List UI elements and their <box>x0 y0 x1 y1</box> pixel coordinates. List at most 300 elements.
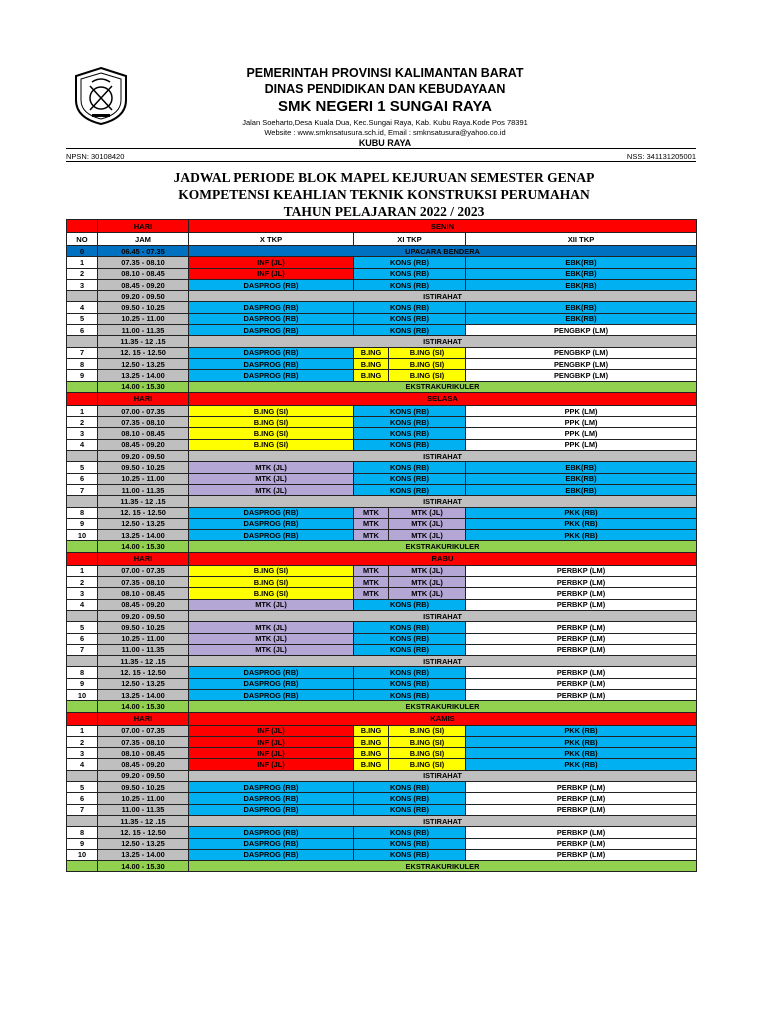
xi-tkp-short-cell: MTK <box>354 565 389 576</box>
period-number: 5 <box>67 622 98 633</box>
nss-label: NSS: 341131205001 <box>626 152 696 161</box>
activity-cell: EKSTRAKURIKULER <box>189 701 697 712</box>
x-tkp-cell: MTK (JL) <box>189 644 354 655</box>
xii-tkp-cell: EBK(RB) <box>466 268 697 279</box>
col-header-jam: JAM <box>98 233 189 246</box>
x-tkp-cell: DASPROG (RB) <box>189 827 354 838</box>
xi-tkp-cell: KONS (RB) <box>354 633 466 644</box>
xii-tkp-cell: PERBKP (LM) <box>466 599 697 610</box>
time-cell: 11.00 - 11.35 <box>98 325 189 336</box>
table-row <box>67 257 697 268</box>
divider-bottom <box>66 161 696 162</box>
xii-tkp-cell: PENGBKP (LM) <box>466 347 697 358</box>
x-tkp-cell: DASPROG (RB) <box>189 793 354 804</box>
xii-tkp-cell: PERBKP (LM) <box>466 827 697 838</box>
xii-tkp-cell: PERBKP (LM) <box>466 622 697 633</box>
time-cell: 12.50 - 13.25 <box>98 838 189 849</box>
table-row <box>67 622 697 633</box>
xii-tkp-cell: PKK (RB) <box>466 507 697 518</box>
x-tkp-cell: DASPROG (RB) <box>189 325 354 336</box>
xi-tkp-short-cell: B.ING <box>354 748 389 759</box>
time-cell: 08.45 - 09.20 <box>98 439 189 450</box>
schedule-subtitle: KOMPETENSI KEAHLIAN TEKNIK KONSTRUKSI PERUMAHAN <box>178 187 590 202</box>
xii-tkp-cell: PERBKP (LM) <box>466 689 697 700</box>
period-number: 3 <box>67 428 98 439</box>
x-tkp-cell: DASPROG (RB) <box>189 689 354 700</box>
time-cell: 08.45 - 09.20 <box>98 279 189 290</box>
period-number: 10 <box>67 530 98 541</box>
x-tkp-cell: MTK (JL) <box>189 473 354 484</box>
time-cell: 14.00 - 15.30 <box>98 381 189 392</box>
period-number: 3 <box>67 588 98 599</box>
table-row <box>67 827 697 838</box>
xi-tkp-cell: B.ING (SI) <box>389 347 466 358</box>
time-cell: 07.35 - 08.10 <box>98 417 189 428</box>
col-header-xii-tkp: XII TKP <box>466 233 697 246</box>
period-number: 1 <box>67 405 98 416</box>
period-number <box>67 496 98 507</box>
time-cell: 09.50 - 10.25 <box>98 622 189 633</box>
activity-cell: ISTIRAHAT <box>189 610 697 621</box>
period-number: 10 <box>67 849 98 860</box>
xii-tkp-cell: PKK (RB) <box>466 759 697 770</box>
period-number: 6 <box>67 633 98 644</box>
table-row <box>67 462 697 473</box>
table-row <box>67 644 697 655</box>
period-number: 6 <box>67 325 98 336</box>
xi-tkp-cell: KONS (RB) <box>354 644 466 655</box>
table-row <box>67 507 697 518</box>
xi-tkp-short-cell: MTK <box>354 530 389 541</box>
divider-top <box>66 148 696 149</box>
period-number: 1 <box>67 725 98 736</box>
xi-tkp-cell: MTK (JL) <box>389 518 466 529</box>
xi-tkp-short-cell: B.ING <box>354 725 389 736</box>
time-cell: 10.25 - 11.00 <box>98 633 189 644</box>
activity-cell: ISTIRAHAT <box>189 496 697 507</box>
x-tkp-cell: B.ING (SI) <box>189 428 354 439</box>
xi-tkp-cell: B.ING (SI) <box>389 759 466 770</box>
x-tkp-cell: MTK (JL) <box>189 633 354 644</box>
period-number: 3 <box>67 279 98 290</box>
time-cell: 13.25 - 14.00 <box>98 530 189 541</box>
break-row <box>67 701 697 712</box>
xi-tkp-cell: KONS (RB) <box>354 838 466 849</box>
period-number: 2 <box>67 417 98 428</box>
time-cell: 07.35 - 08.10 <box>98 736 189 747</box>
day-header-row <box>67 392 697 405</box>
xii-tkp-cell: PERBKP (LM) <box>466 782 697 793</box>
xi-tkp-cell: KONS (RB) <box>354 405 466 416</box>
xi-tkp-cell: KONS (RB) <box>354 804 466 815</box>
break-row <box>67 770 697 781</box>
time-cell: 11.00 - 11.35 <box>98 644 189 655</box>
period-number: 5 <box>67 782 98 793</box>
x-tkp-cell: DASPROG (RB) <box>189 530 354 541</box>
xii-tkp-cell: PPK (LM) <box>466 417 697 428</box>
table-row <box>67 313 697 324</box>
activity-cell: UPACARA BENDERA <box>189 246 697 257</box>
xii-tkp-cell: EBK(RB) <box>466 462 697 473</box>
x-tkp-cell: B.ING (SI) <box>189 405 354 416</box>
col-header-no: NO <box>67 233 98 246</box>
time-cell: 11.35 - 12 .15 <box>98 336 189 347</box>
table-row <box>67 347 697 358</box>
hari-label: HARI <box>98 552 189 565</box>
period-number: 8 <box>67 507 98 518</box>
table-row <box>67 518 697 529</box>
period-number: 7 <box>67 804 98 815</box>
time-cell: 14.00 - 15.30 <box>98 861 189 872</box>
no-cell <box>67 220 98 233</box>
xi-tkp-cell: B.ING (SI) <box>389 748 466 759</box>
activity-cell: ISTIRAHAT <box>189 656 697 667</box>
table-row <box>67 439 697 450</box>
time-cell: 08.10 - 08.45 <box>98 268 189 279</box>
period-number <box>67 815 98 826</box>
xii-tkp-cell: PERBKP (LM) <box>466 588 697 599</box>
xi-tkp-cell: KONS (RB) <box>354 462 466 473</box>
time-cell: 12. 15 - 12.50 <box>98 347 189 358</box>
no-cell <box>67 712 98 725</box>
x-tkp-cell: DASPROG (RB) <box>189 518 354 529</box>
xi-tkp-cell: KONS (RB) <box>354 599 466 610</box>
table-row <box>67 782 697 793</box>
time-cell: 10.25 - 11.00 <box>98 313 189 324</box>
time-cell: 09.20 - 09.50 <box>98 291 189 302</box>
time-cell: 09.50 - 10.25 <box>98 302 189 313</box>
break-row <box>67 336 697 347</box>
xi-tkp-cell: KONS (RB) <box>354 417 466 428</box>
xii-tkp-cell: PKK (RB) <box>466 518 697 529</box>
time-cell: 08.10 - 08.45 <box>98 748 189 759</box>
break-row <box>67 291 697 302</box>
period-number: 9 <box>67 518 98 529</box>
x-tkp-cell: MTK (JL) <box>189 622 354 633</box>
period-number: 6 <box>67 473 98 484</box>
time-cell: 11.35 - 12 .15 <box>98 815 189 826</box>
break-row <box>67 246 697 257</box>
schedule-table <box>66 219 697 872</box>
xi-tkp-cell: MTK (JL) <box>389 577 466 588</box>
time-cell: 14.00 - 15.30 <box>98 541 189 552</box>
table-row <box>67 748 697 759</box>
table-row <box>67 599 697 610</box>
time-cell: 10.25 - 11.00 <box>98 473 189 484</box>
x-tkp-cell: DASPROG (RB) <box>189 358 354 369</box>
table-row <box>67 849 697 860</box>
xii-tkp-cell: EBK(RB) <box>466 279 697 290</box>
x-tkp-cell: DASPROG (RB) <box>189 667 354 678</box>
period-number <box>67 381 98 392</box>
xii-tkp-cell: PERBKP (LM) <box>466 577 697 588</box>
x-tkp-cell: INF (JL) <box>189 257 354 268</box>
xii-tkp-cell: EBK(RB) <box>466 257 697 268</box>
period-number: 5 <box>67 313 98 324</box>
xii-tkp-cell: PERBKP (LM) <box>466 849 697 860</box>
xii-tkp-cell: PENGBKP (LM) <box>466 358 697 369</box>
table-row <box>67 804 697 815</box>
table-row <box>67 736 697 747</box>
activity-cell: ISTIRAHAT <box>189 336 697 347</box>
break-row <box>67 610 697 621</box>
time-cell: 08.10 - 08.45 <box>98 428 189 439</box>
xi-tkp-cell: KONS (RB) <box>354 849 466 860</box>
xii-tkp-cell: EBK(RB) <box>466 473 697 484</box>
xii-tkp-cell: PERBKP (LM) <box>466 667 697 678</box>
break-row <box>67 656 697 667</box>
xii-tkp-cell: PERBKP (LM) <box>466 838 697 849</box>
xi-tkp-short-cell: MTK <box>354 518 389 529</box>
xi-tkp-cell: MTK (JL) <box>389 565 466 576</box>
xii-tkp-cell: PERBKP (LM) <box>466 633 697 644</box>
period-number: 2 <box>67 577 98 588</box>
xi-tkp-cell: KONS (RB) <box>354 325 466 336</box>
xi-tkp-short-cell: MTK <box>354 577 389 588</box>
xi-tkp-cell: KONS (RB) <box>354 439 466 450</box>
time-cell: 07.35 - 08.10 <box>98 257 189 268</box>
table-row <box>67 370 697 381</box>
time-cell: 13.25 - 14.00 <box>98 370 189 381</box>
xi-tkp-cell: B.ING (SI) <box>389 358 466 369</box>
x-tkp-cell: DASPROG (RB) <box>189 804 354 815</box>
break-row <box>67 815 697 826</box>
xii-tkp-cell: EBK(RB) <box>466 302 697 313</box>
xii-tkp-cell: PERBKP (LM) <box>466 678 697 689</box>
table-row <box>67 838 697 849</box>
xi-tkp-cell: MTK (JL) <box>389 530 466 541</box>
xi-tkp-cell: KONS (RB) <box>354 268 466 279</box>
x-tkp-cell: B.ING (SI) <box>189 565 354 576</box>
hari-label: HARI <box>98 392 189 405</box>
period-number <box>67 701 98 712</box>
header-school-name: SMK NEGERI 1 SUNGAI RAYA <box>278 98 492 115</box>
time-cell: 12. 15 - 12.50 <box>98 667 189 678</box>
xi-tkp-cell: KONS (RB) <box>354 313 466 324</box>
x-tkp-cell: MTK (JL) <box>189 599 354 610</box>
no-cell <box>67 552 98 565</box>
period-number <box>67 336 98 347</box>
schedule-year: TAHUN PELAJARAN 2022 / 2023 <box>283 204 485 219</box>
activity-cell: ISTIRAHAT <box>189 451 697 462</box>
period-number: 4 <box>67 439 98 450</box>
table-row <box>67 667 697 678</box>
xi-tkp-cell: KONS (RB) <box>354 622 466 633</box>
break-row <box>67 496 697 507</box>
period-number: 4 <box>67 759 98 770</box>
time-cell: 11.35 - 12 .15 <box>98 496 189 507</box>
table-row <box>67 793 697 804</box>
period-number: 9 <box>67 370 98 381</box>
period-number: 1 <box>67 565 98 576</box>
activity-cell: EKSTRAKURIKULER <box>189 861 697 872</box>
period-number: 3 <box>67 748 98 759</box>
period-number: 2 <box>67 736 98 747</box>
time-cell: 11.35 - 12 .15 <box>98 656 189 667</box>
table-row <box>67 588 697 599</box>
day-header-row <box>67 220 697 233</box>
day-header-row <box>67 712 697 725</box>
xii-tkp-cell: PENGBKP (LM) <box>466 370 697 381</box>
xi-tkp-short-cell: B.ING <box>354 736 389 747</box>
break-row <box>67 541 697 552</box>
hari-label: HARI <box>98 220 189 233</box>
x-tkp-cell: DASPROG (RB) <box>189 313 354 324</box>
period-number: 2 <box>67 268 98 279</box>
xii-tkp-cell: PENGBKP (LM) <box>466 325 697 336</box>
xi-tkp-cell: B.ING (SI) <box>389 725 466 736</box>
xii-tkp-cell: PERBKP (LM) <box>466 793 697 804</box>
time-cell: 09.20 - 09.50 <box>98 610 189 621</box>
xii-tkp-cell: EBK(RB) <box>466 484 697 495</box>
col-header-xi-tkp: XI TKP <box>354 233 466 246</box>
table-row <box>67 565 697 576</box>
xi-tkp-cell: KONS (RB) <box>354 257 466 268</box>
col-header-x-tkp: X TKP <box>189 233 354 246</box>
x-tkp-cell: INF (JL) <box>189 759 354 770</box>
period-number: 7 <box>67 484 98 495</box>
x-tkp-cell: DASPROG (RB) <box>189 838 354 849</box>
xi-tkp-cell: KONS (RB) <box>354 279 466 290</box>
xi-tkp-cell: KONS (RB) <box>354 302 466 313</box>
x-tkp-cell: DASPROG (RB) <box>189 507 354 518</box>
xi-tkp-cell: KONS (RB) <box>354 793 466 804</box>
xii-tkp-cell: PPK (LM) <box>466 405 697 416</box>
xi-tkp-short-cell: MTK <box>354 588 389 599</box>
xii-tkp-cell: PKK (RB) <box>466 748 697 759</box>
header-address: Jalan Soeharto,Desa Kuala Dua, Kec.Sungai Raya, Kab. Kubu Raya.Kode Pos 78391 <box>242 118 528 127</box>
header-website: Website : www.smknsatusura.sch.id, Email : smknsatusura@yahoo.co.id <box>264 128 506 137</box>
xii-tkp-cell: PKK (RB) <box>466 736 697 747</box>
period-number: 8 <box>67 358 98 369</box>
x-tkp-cell: INF (JL) <box>189 725 354 736</box>
xi-tkp-cell: KONS (RB) <box>354 473 466 484</box>
xii-tkp-cell: PERBKP (LM) <box>466 804 697 815</box>
break-row <box>67 861 697 872</box>
xi-tkp-cell: KONS (RB) <box>354 667 466 678</box>
period-number: 5 <box>67 462 98 473</box>
activity-cell: EKSTRAKURIKULER <box>189 381 697 392</box>
header-province: PEMERINTAH PROVINSI KALIMANTAN BARAT <box>246 66 524 80</box>
time-cell: 08.10 - 08.45 <box>98 588 189 599</box>
xi-tkp-cell: KONS (RB) <box>354 689 466 700</box>
time-cell: 11.00 - 11.35 <box>98 804 189 815</box>
period-number: 10 <box>67 689 98 700</box>
period-number <box>67 656 98 667</box>
x-tkp-cell: B.ING (SI) <box>189 588 354 599</box>
x-tkp-cell: INF (JL) <box>189 748 354 759</box>
period-number: 4 <box>67 302 98 313</box>
period-number: 9 <box>67 678 98 689</box>
period-number: 9 <box>67 838 98 849</box>
table-row <box>67 428 697 439</box>
period-number: 4 <box>67 599 98 610</box>
time-cell: 09.20 - 09.50 <box>98 770 189 781</box>
npsn-label: NPSN: 30108420 <box>66 152 125 161</box>
x-tkp-cell: B.ING (SI) <box>189 439 354 450</box>
xi-tkp-cell: B.ING (SI) <box>389 736 466 747</box>
xii-tkp-cell: PPK (LM) <box>466 428 697 439</box>
xii-tkp-cell: PERBKP (LM) <box>466 565 697 576</box>
x-tkp-cell: DASPROG (RB) <box>189 678 354 689</box>
xi-tkp-cell: KONS (RB) <box>354 428 466 439</box>
header-region: KUBU RAYA <box>358 138 412 148</box>
column-header-row <box>67 233 697 246</box>
x-tkp-cell: INF (JL) <box>189 268 354 279</box>
day-name: SELASA <box>189 392 697 405</box>
xii-tkp-cell: PERBKP (LM) <box>466 644 697 655</box>
xi-tkp-cell: KONS (RB) <box>354 484 466 495</box>
xi-tkp-short-cell: B.ING <box>354 370 389 381</box>
activity-cell: ISTIRAHAT <box>189 291 697 302</box>
xii-tkp-cell: PKK (RB) <box>466 530 697 541</box>
header-department: DINAS PENDIDIKAN DAN KEBUDAYAAN <box>264 82 506 96</box>
break-row <box>67 381 697 392</box>
period-number: 8 <box>67 667 98 678</box>
period-number: 6 <box>67 793 98 804</box>
time-cell: 12.50 - 13.25 <box>98 518 189 529</box>
x-tkp-cell: DASPROG (RB) <box>189 782 354 793</box>
table-row <box>67 268 697 279</box>
no-cell <box>67 392 98 405</box>
xii-tkp-cell: PKK (RB) <box>466 725 697 736</box>
time-cell: 09.20 - 09.50 <box>98 451 189 462</box>
time-cell: 12.50 - 13.25 <box>98 358 189 369</box>
time-cell: 12.50 - 13.25 <box>98 678 189 689</box>
period-number <box>67 861 98 872</box>
time-cell: 12. 15 - 12.50 <box>98 507 189 518</box>
x-tkp-cell: MTK (JL) <box>189 462 354 473</box>
period-number <box>67 291 98 302</box>
xi-tkp-cell: KONS (RB) <box>354 678 466 689</box>
xi-tkp-short-cell: B.ING <box>354 759 389 770</box>
x-tkp-cell: DASPROG (RB) <box>189 302 354 313</box>
xi-tkp-short-cell: B.ING <box>354 347 389 358</box>
xi-tkp-cell: KONS (RB) <box>354 782 466 793</box>
period-number: 8 <box>67 827 98 838</box>
table-row <box>67 302 697 313</box>
xi-tkp-cell: KONS (RB) <box>354 827 466 838</box>
activity-cell: EKSTRAKURIKULER <box>189 541 697 552</box>
time-cell: 10.25 - 11.00 <box>98 793 189 804</box>
table-row <box>67 405 697 416</box>
time-cell: 13.25 - 14.00 <box>98 849 189 860</box>
time-cell: 08.45 - 09.20 <box>98 599 189 610</box>
time-cell: 09.50 - 10.25 <box>98 462 189 473</box>
day-name: SENIN <box>189 220 697 233</box>
table-row <box>67 678 697 689</box>
time-cell: 12. 15 - 12.50 <box>98 827 189 838</box>
schedule-title: JADWAL PERIODE BLOK MAPEL KEJURUAN SEMESTER GENAP <box>173 170 595 185</box>
period-number: 1 <box>67 257 98 268</box>
period-number: 7 <box>67 347 98 358</box>
day-name: KAMIS <box>189 712 697 725</box>
time-cell: 11.00 - 11.35 <box>98 484 189 495</box>
day-name: RABU <box>189 552 697 565</box>
table-row <box>67 577 697 588</box>
table-row <box>67 484 697 495</box>
x-tkp-cell: INF (JL) <box>189 736 354 747</box>
period-number: 0 <box>67 246 98 257</box>
time-cell: 13.25 - 14.00 <box>98 689 189 700</box>
xi-tkp-short-cell: B.ING <box>354 358 389 369</box>
xi-tkp-cell: MTK (JL) <box>389 507 466 518</box>
activity-cell: ISTIRAHAT <box>189 815 697 826</box>
period-number <box>67 770 98 781</box>
time-cell: 07.35 - 08.10 <box>98 577 189 588</box>
x-tkp-cell: B.ING (SI) <box>189 417 354 428</box>
xi-tkp-short-cell: MTK <box>354 507 389 518</box>
